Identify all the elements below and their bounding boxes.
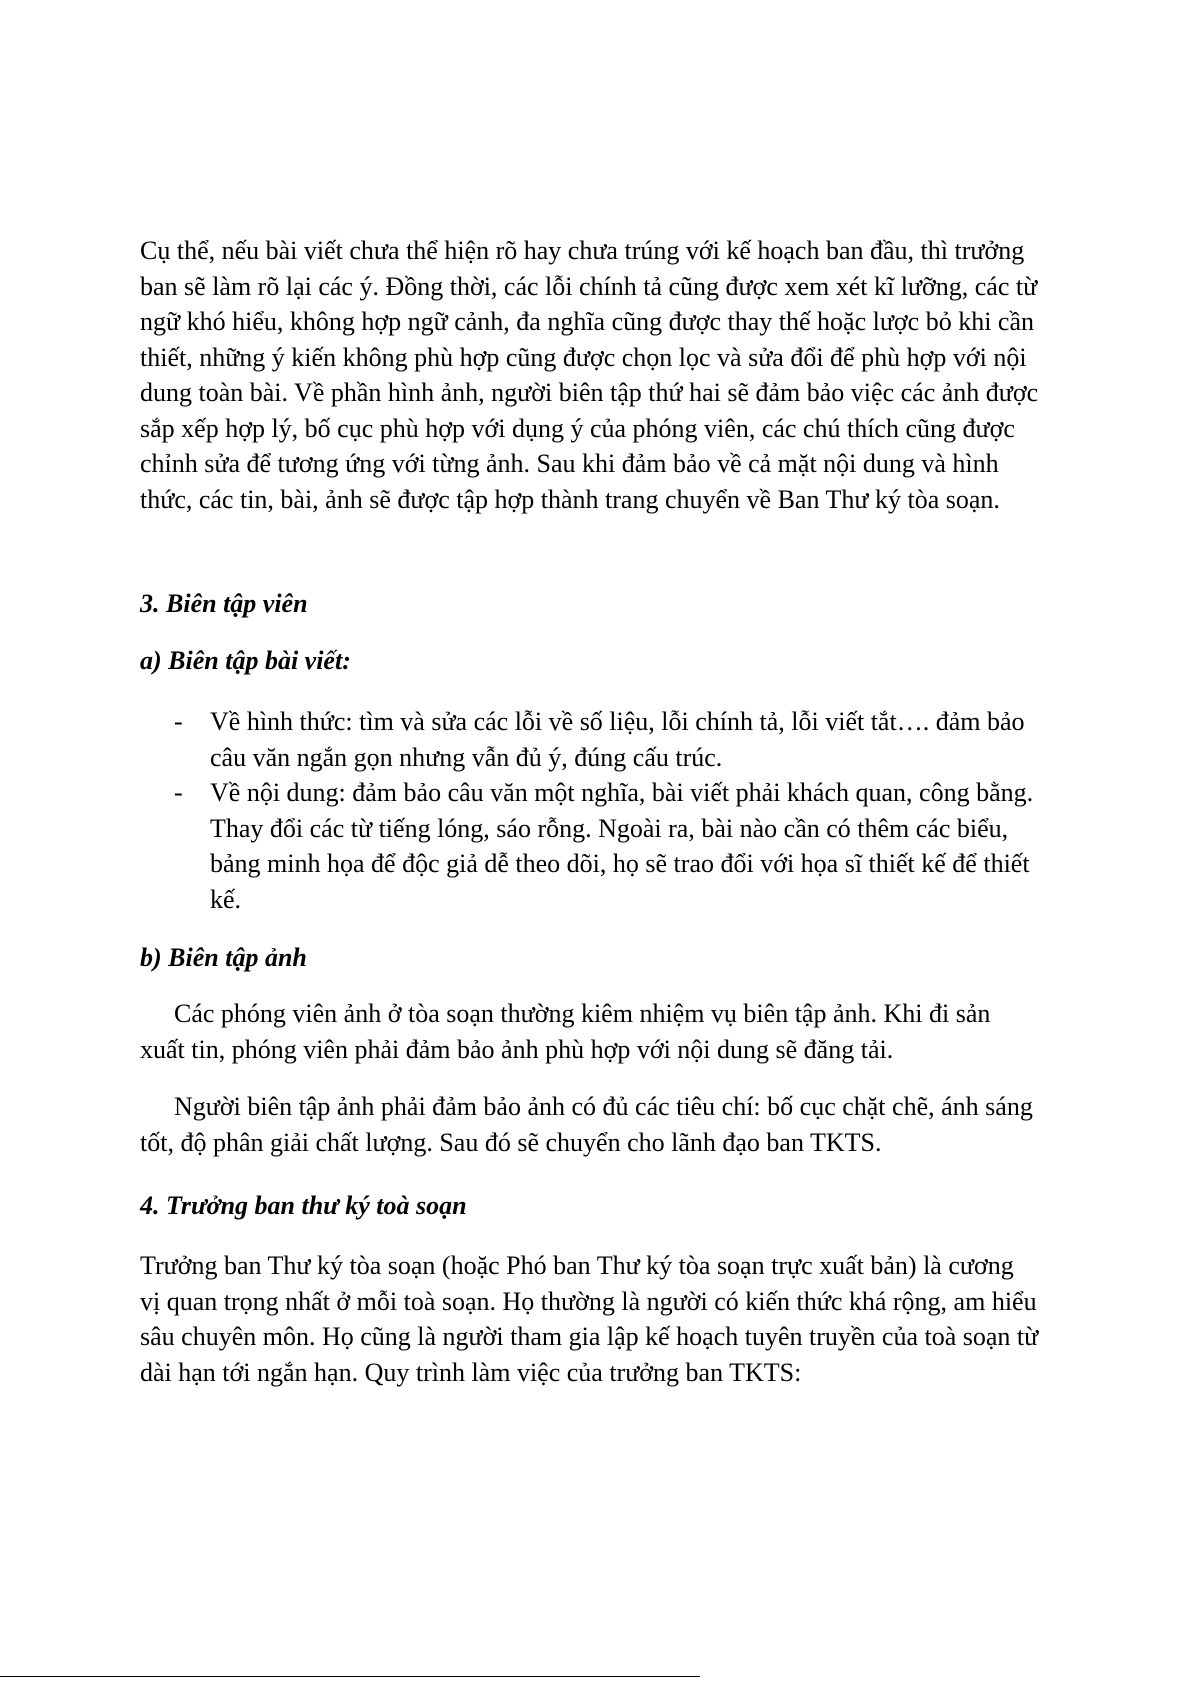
photo-editing-paragraph-1: Các phóng viên ảnh ở tòa soạn thường kiêm nhiệm vụ biên tập ảnh. Khi đi sản xuất tin, phóng viên phải đảm bảo ảnh phù hợp với nội dung sẽ đăng tải.	[140, 999, 991, 1064]
head-secretary-paragraph: Trưởng ban Thư ký tòa soạn (hoặc Phó ban Thư ký tòa soạn trực xuất bản) là cương vị quan trọng nhất ở mỗi toà soạn. Họ thường là người có kiến thức khá rộng, am hiểu sâu chuyên môn. Họ cũng là người tham gia lập kế hoạch tuyên truyền của toà soạn từ dài hạn tới ngắn hạn. Quy trình làm việc của trưởng ban TKTS:	[140, 1251, 1039, 1387]
section-3b-heading: b) Biên tập ảnh	[140, 943, 307, 972]
section-3-heading: 3. Biên tập viên	[140, 589, 308, 618]
intro-paragraph: Cụ thể, nếu bài viết chưa thể hiện rõ hay chưa trúng với kế hoạch ban đầu, thì trưởng ban sẽ làm rõ lại các ý. Đồng thời, các lỗi chính tả cũng được xem xét kĩ lưỡng, các từ ngữ khó hiểu, không hợp ngữ cảnh, đa nghĩa cũng được thay thế hoặc lược bỏ khi cần thiết, những ý kiến không phù hợp cũng được chọn lọc và sửa đổi để phù hợp với nội dung toàn bài. Về phần hình ảnh, người biên tập thứ hai sẽ đảm bảo việc các ảnh được sắp xếp hợp lý, bố cục phù hợp với dụng ý của phóng viên, các chú thích cũng được chỉnh sửa để tương ứng với từng ảnh. Sau khi đảm bảo về cả mặt nội dung và hình thức, các tin, bài, ảnh sẽ được tập hợp thành trang chuyển về Ban Thư ký tòa soạn.	[140, 236, 1039, 514]
list-item-text: Về nội dung: đảm bảo câu văn một nghĩa, bài viết phải khách quan, công bằng. Thay đổi các từ tiếng lóng, sáo rỗng. Ngoài ra, bài nào cần có thêm các biểu, bảng minh họa để độc giả dễ theo dõi, họ sẽ trao đổi với họa sĩ thiết kế để thiết kế.	[210, 778, 1034, 914]
section-3a-heading: a) Biên tập bài viết:	[140, 646, 351, 675]
list-item	[140, 704, 1040, 775]
list-dash: -	[174, 778, 183, 807]
list-item-text: Về hình thức: tìm và sửa các lỗi về số liệu, lỗi chính tả, lỗi viết tắt…. đảm bảo câu văn ngắn gọn nhưng vẫn đủ ý, đúng cấu trúc.	[210, 707, 1025, 772]
footer-divider	[0, 1676, 700, 1677]
list-dash: -	[174, 707, 183, 736]
photo-editing-paragraph-2: Người biên tập ảnh phải đảm bảo ảnh có đủ các tiêu chí: bố cục chặt chẽ, ánh sáng tốt, độ phân giải chất lượng. Sau đó sẽ chuyển cho lãnh đạo ban TKTS.	[140, 1092, 1033, 1157]
section-4-heading: 4. Trưởng ban thư ký toà soạn	[140, 1191, 467, 1220]
editing-criteria-list	[140, 704, 1040, 917]
list-item	[140, 775, 1040, 917]
